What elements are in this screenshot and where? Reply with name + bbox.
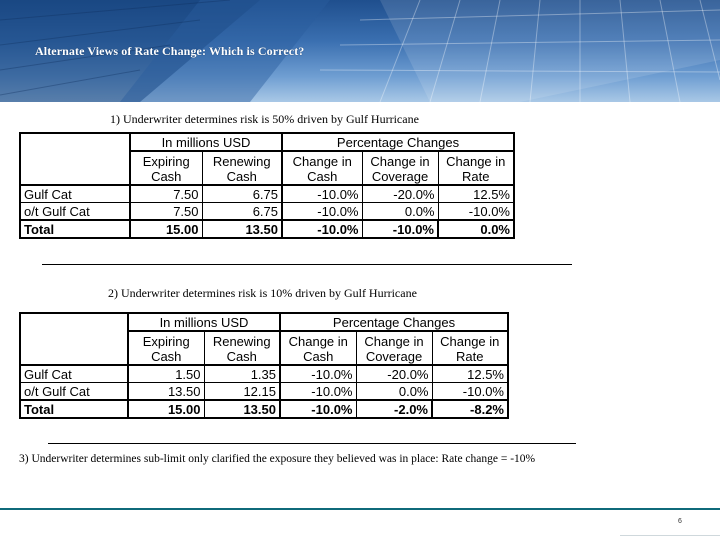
slide-title: Alternate Views of Rate Change: Which is Correct? [35, 44, 305, 58]
group-header-amounts: In millions USD [128, 313, 280, 331]
separator-line-1 [42, 264, 572, 265]
column-header: Change in Coverage [362, 151, 438, 185]
column-header: Change in Coverage [356, 331, 432, 365]
table-total-row: Total 15.00 13.50 -10.0% -2.0% -8.2% [20, 400, 508, 418]
column-header: Change in Cash [292, 154, 352, 184]
table-row: o/t Gulf Cat 7.50 6.75 -10.0% 0.0% -10.0% [20, 203, 514, 221]
table-row: o/t Gulf Cat 13.50 12.15 -10.0% 0.0% -10.0% [20, 383, 508, 401]
column-header: Expiring Cash [128, 331, 204, 365]
footer-rule [0, 508, 720, 510]
table-row: Gulf Cat 7.50 6.75 -10.0% -20.0% 12.5% [20, 185, 514, 203]
group-header-percentages: Percentage Changes [282, 133, 514, 151]
column-header: Change in Cash [288, 334, 348, 364]
table-row: Gulf Cat 1.50 1.35 -10.0% -20.0% 12.5% [20, 365, 508, 383]
column-header: Renewing Cash [204, 331, 280, 365]
footer-accent [620, 535, 720, 536]
separator-line-2 [48, 443, 576, 444]
conclusion-text: 3) Underwriter determines sub-limit only clarified the exposure they believed was in place: Rate change = -10% [19, 453, 536, 465]
column-header: Change in Rate [432, 331, 508, 365]
column-header: Expiring Cash [130, 151, 202, 185]
title-banner [0, 0, 720, 102]
column-header: Change in Rate [438, 151, 514, 185]
group-header-amounts: In millions USD [130, 133, 282, 151]
scenario-2-heading: 2) Underwriter determines risk is 10% driven by Gulf Hurricane [108, 286, 417, 300]
scenario-1-table [19, 132, 515, 239]
table-total-row: Total 15.00 13.50 -10.0% -10.0% 0.0% [20, 220, 514, 238]
column-header: Renewing Cash [202, 151, 282, 185]
group-header-percentages: Percentage Changes [280, 313, 508, 331]
page-number: 6 [678, 518, 682, 525]
scenario-2-table [19, 312, 509, 419]
scenario-1-heading: 1) Underwriter determines risk is 50% driven by Gulf Hurricane [110, 112, 419, 126]
